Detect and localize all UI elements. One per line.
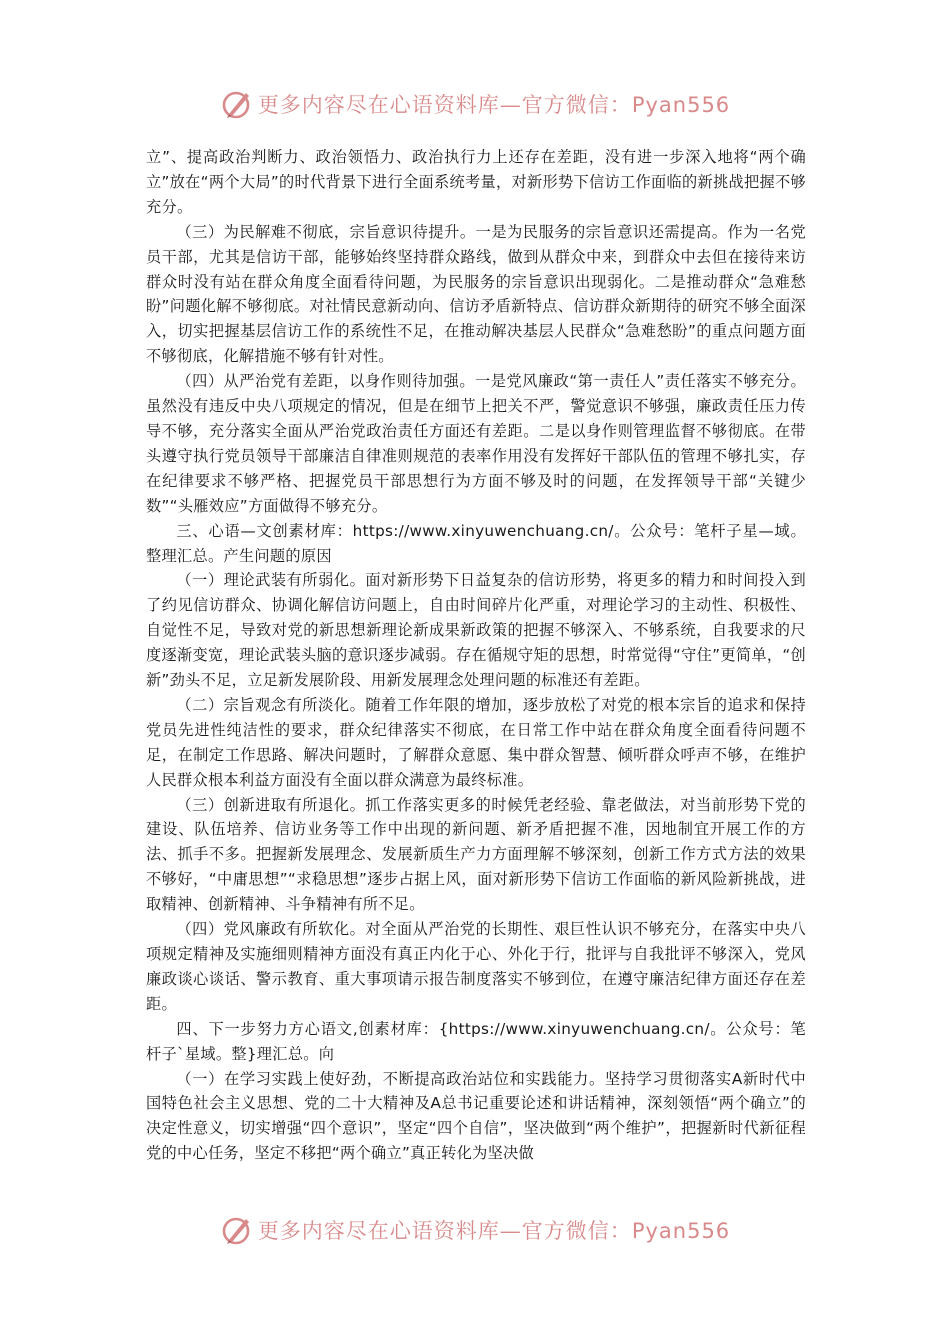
paragraph: （三）为民解难不彻底，宗旨意识待提升。一是为民服务的宗旨意识还需提高。作为一名党员干部，尤其是信访干部，能够始终坚持群众路线，做到从群众中来，到群众中去但在接待来访群众时没有站在群众角度全面看待问题，为民服务的宗旨意识出现弱化。二是推动群众“急难愁盼”问题化解不够彻底。对社情民意新动向、信访矛盾新特点、信访群众新期待的研究不够全面深入，切实把握基层信访工作的系统性不足，在推动解决基层人民群众“急难愁盼”的重点问题方面不够彻底，化解措施不够有针对性。 [146,222,806,366]
paragraph: 四、下一步努力方心语文,创素材库：{https://www.xinyuwenchuang.cn/。公众号：笔杆子`星域。整}理汇总。向 [146,1019,806,1063]
paragraph: （四）党风廉政有所软化。对全面从严治党的长期性、艰巨性认识不够充分，在落实中央八项规定精神及实施细则精神方面没有真正内化于心、外化于行，批评与自我批评不够深入，党风廉政谈心谈话、警示教育、重大事项请示报告制度落实不够到位，在遵守廉洁纪律方面还存在差距。 [146,920,806,1013]
paragraph: （三）创新进取有所退化。抓工作落实更多的时候凭老经验、靠老做法，对当前形势下党的建设、队伍培养、信访业务等工作中出现的新问题、新矛盾把握不准，因地制宜开展工作的方法、抓手不多。把握新发展理念、发展新质生产力方面理解不够深刻，创新工作方式方法的效果不够好，“中庸思想”“求稳思想”逐步占据上风，面对新形势下信访工作面临的新风险新挑战，进取精神、创新精神、斗争精神有所不足。 [146,795,806,914]
paragraph: 立”、提高政治判断力、政治领悟力、政治执行力上还存在差距，没有进一步深入地将“两个确立”放在“两个大局”的时代背景下进行全面系统考量，对新形势下信访工作面临的新挑战把握不够充分。 [146,148,806,216]
document-body [146,145,806,1166]
pen-logo-icon [220,1213,254,1247]
paragraph: （一）在学习实践上使好劲，不断提高政治站位和实践能力。坚持学习贯彻落实A新时代中国特色社会主义思想、党的二十大精神及A总书记重要论述和讲话精神，深刻领悟“两个确立”的决定性意义，切实增强“四个意识”，坚定“四个自信”，坚决做到“两个维护”，把握新时代新征程党的中心任务，坚定不移把“两个确立”真正转化为坚决做 [146,1069,806,1163]
wechat-id: Pyan556 [631,1219,731,1243]
pen-logo-icon [220,87,254,121]
paragraph: （一）理论武装有所弱化。面对新形势下日益复杂的信访形势，将更多的精力和时间投入到了约见信访群众、协调化解信访问题上，自由时间碎片化严重，对理论学习的主动性、积极性、自觉性不足，导致对党的新思想新理论新成果新政策的把握不够深入、不够系统，自我要求的尺度逐渐变宽，理论武装头脑的意识逐步减弱。存在循规守矩的思想，时常觉得“守住”更简单，“创新”劲头不足，立足新发展阶段、用新发展理念处理问题的标准还有差距。 [146,571,806,690]
paragraph: 三、心语—文创素材库：https://www.xinyuwenchuang.cn/。公众号：笔杆子星—域。整理汇总。产生问题的原因 [146,521,806,565]
paragraph: （四）从严治党有差距，以身作则待加强。一是党风廉政“第一责任人”责任落实不够充分。虽然没有违反中央八项规定的情况，但是在细节上把关不严，警觉意识不够强，廉政责任压力传导不够，充分落实全面从严治党政治责任方面还有差距。二是以身作则管理监督不够彻底。在带头遵守执行党员领导干部廉洁自律准则规范的表率作用没有发挥好干部队伍的管理不够扎实，存在纪律要求不够严格、把握党员干部思想行为方面不够及时的问题，在发挥领导干部“关键少数”“头雁效应”方面做得不够充分。 [146,372,806,515]
paragraph: （二）宗旨观念有所淡化。随着工作年限的增加，逐步放松了对党的根本宗旨的追求和保持党员先进性纯洁性的要求，群众纪律落实不彻底，在日常工作中站在群众角度全面看待问题不足，在制定工作思路、解决问题时，了解群众意愿、集中群众智慧、倾听群众呼声不够，在维护人民群众根本利益方面没有全面以群众满意为最终标准。 [146,695,806,789]
banner-text: 更多内容尽在心语资料库—官方微信：Pyan556 [257,1219,731,1243]
header-watermark-banner [0,84,950,124]
banner-text: 更多内容尽在心语资料库—官方微信：Pyan556 [257,93,731,117]
footer-watermark-banner [0,1210,950,1250]
wechat-id: Pyan556 [631,93,731,117]
